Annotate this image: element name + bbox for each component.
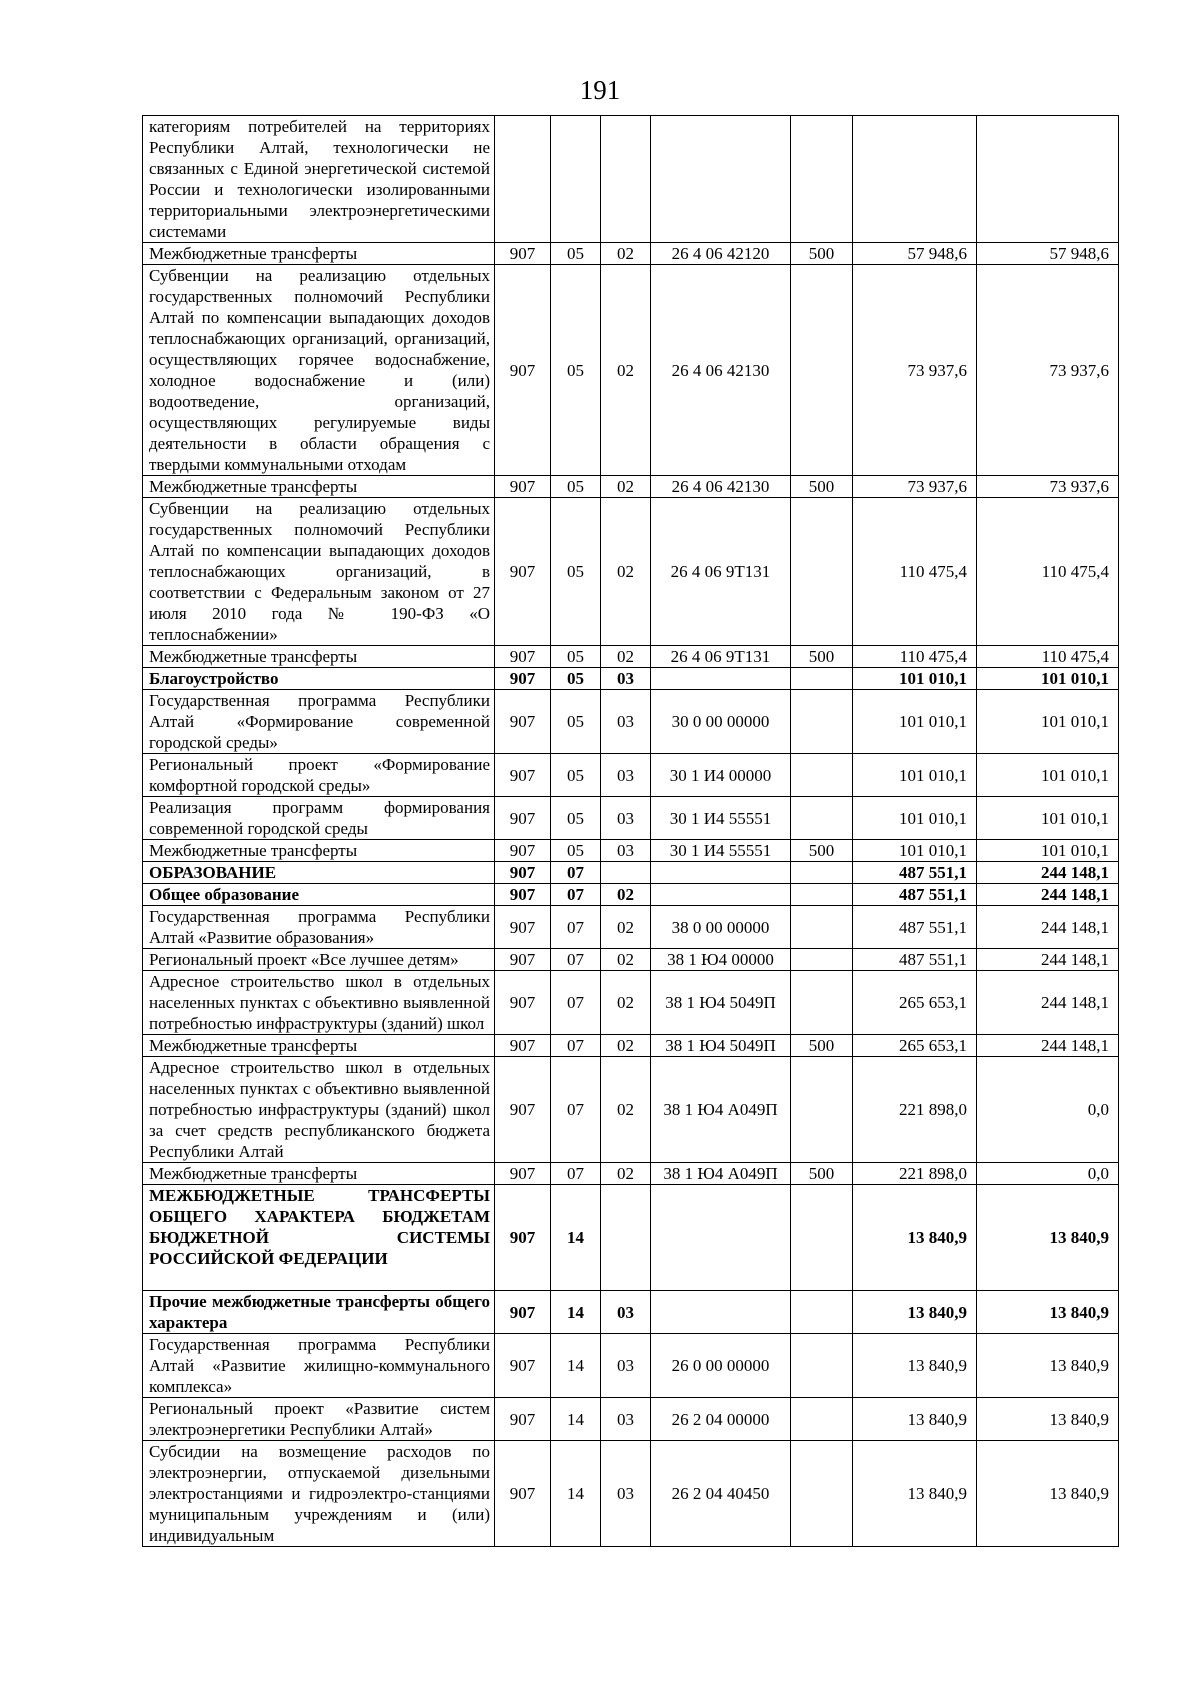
table-row [143,1035,1119,1057]
row-subsection-code: 03 [601,668,651,690]
row-target-code [651,862,791,884]
row-section-code: 14 [551,1441,601,1547]
row-description: Субсидии на возмещение расходов по электроэнергии, отпускаемой дизельными электростанциями и гидроэлектро-станциями муниципальным учреждениям и (или) индивидуальным [143,1441,495,1547]
row-section-code: 05 [551,690,601,754]
row-expense-type [791,862,853,884]
row-gr-code: 907 [495,646,551,668]
row-sum-year-1: 101 010,1 [853,797,977,840]
row-expense-type [791,116,853,243]
table-row [143,754,1119,797]
row-sum-year-2 [977,116,1119,243]
row-sum-year-2: 13 840,9 [977,1398,1119,1441]
row-description: Благоустройство [143,668,495,690]
row-subsection-code [601,1185,651,1291]
row-target-code: 26 4 06 42130 [651,476,791,498]
table-row [143,1334,1119,1398]
table-row [143,884,1119,906]
row-expense-type: 500 [791,840,853,862]
row-subsection-code: 02 [601,498,651,646]
row-sum-year-1: 73 937,6 [853,265,977,476]
row-description: Межбюджетные трансферты [143,476,495,498]
row-sum-year-2: 13 840,9 [977,1291,1119,1334]
table-row [143,265,1119,476]
row-sum-year-1: 110 475,4 [853,646,977,668]
row-section-code: 14 [551,1185,601,1291]
row-section-code: 14 [551,1291,601,1334]
row-description: Межбюджетные трансферты [143,840,495,862]
row-expense-type [791,1334,853,1398]
row-target-code: 26 2 04 40450 [651,1441,791,1547]
row-subsection-code [601,862,651,884]
row-sum-year-2: 73 937,6 [977,476,1119,498]
row-sum-year-1: 13 840,9 [853,1398,977,1441]
row-subsection-code: 03 [601,1441,651,1547]
row-description: Государственная программа Республики Алтай «Развитие жилищно-коммунального комплекса» [143,1334,495,1398]
row-description: Адресное строительство школ в отдельных населенных пунктах с объективно выявленной потребностью инфраструктуры (зданий) школ за счет средств республиканского бюджета Республики Алтай [143,1057,495,1163]
row-target-code: 26 4 06 42130 [651,265,791,476]
row-expense-type [791,498,853,646]
row-subsection-code: 03 [601,1398,651,1441]
row-section-code: 07 [551,1057,601,1163]
row-subsection-code: 02 [601,949,651,971]
row-sum-year-1: 487 551,1 [853,949,977,971]
row-gr-code: 907 [495,884,551,906]
row-expense-type [791,1291,853,1334]
row-subsection-code: 03 [601,754,651,797]
row-description: Региональный проект «Все лучшее детям» [143,949,495,971]
row-sum-year-2: 244 148,1 [977,884,1119,906]
row-target-code [651,1185,791,1291]
table-row [143,949,1119,971]
row-subsection-code: 02 [601,1035,651,1057]
row-description: Прочие межбюджетные трансферты общего характера [143,1291,495,1334]
table-row [143,1185,1119,1291]
row-description: Реализация программ формирования современной городской среды [143,797,495,840]
row-expense-type [791,1398,853,1441]
row-section-code: 07 [551,949,601,971]
table-row [143,116,1119,243]
table-row [143,971,1119,1035]
row-sum-year-1: 221 898,0 [853,1163,977,1185]
row-sum-year-2: 244 148,1 [977,906,1119,949]
row-sum-year-2: 244 148,1 [977,862,1119,884]
row-expense-type [791,265,853,476]
row-gr-code: 907 [495,1441,551,1547]
row-sum-year-1: 101 010,1 [853,668,977,690]
row-subsection-code: 03 [601,690,651,754]
row-section-code: 05 [551,498,601,646]
row-sum-year-1 [853,116,977,243]
row-expense-type [791,754,853,797]
row-gr-code [495,116,551,243]
row-gr-code: 907 [495,1057,551,1163]
row-description: категориям потребителей на территориях Республики Алтай, технологически не связанных с Единой энергетической системой России и технологически изолированными территориальными электроэнергетическими системами [143,116,495,243]
row-section-code: 05 [551,646,601,668]
row-sum-year-1: 221 898,0 [853,1057,977,1163]
row-expense-type [791,1185,853,1291]
row-section-code: 07 [551,971,601,1035]
budget-table [142,115,1119,1547]
row-subsection-code: 02 [601,1057,651,1163]
row-subsection-code: 02 [601,476,651,498]
row-section-code: 05 [551,243,601,265]
row-description: МЕЖБЮДЖЕТНЫЕ ТРАНСФЕРТЫ ОБЩЕГО ХАРАКТЕРА БЮДЖЕТАМ БЮДЖЕТНОЙ СИСТЕМЫ РОССИЙСКОЙ ФЕДЕРАЦИИ [143,1185,495,1291]
row-sum-year-2: 110 475,4 [977,646,1119,668]
row-sum-year-1: 57 948,6 [853,243,977,265]
row-sum-year-2: 13 840,9 [977,1441,1119,1547]
row-sum-year-2: 13 840,9 [977,1334,1119,1398]
page-number: 191 [579,75,621,105]
row-gr-code: 907 [495,840,551,862]
table-row [143,243,1119,265]
row-section-code [551,116,601,243]
row-sum-year-1: 487 551,1 [853,862,977,884]
row-expense-type [791,971,853,1035]
row-expense-type: 500 [791,1163,853,1185]
table-body [143,116,1119,1547]
row-expense-type: 500 [791,646,853,668]
row-target-code: 26 4 06 9Т131 [651,498,791,646]
row-sum-year-1: 101 010,1 [853,690,977,754]
row-gr-code: 907 [495,243,551,265]
row-expense-type [791,690,853,754]
row-sum-year-1: 110 475,4 [853,498,977,646]
row-gr-code: 907 [495,1291,551,1334]
row-gr-code: 907 [495,476,551,498]
row-target-code [651,884,791,906]
row-section-code: 05 [551,797,601,840]
row-sum-year-2: 244 148,1 [977,1035,1119,1057]
row-gr-code: 907 [495,971,551,1035]
row-target-code: 38 1 Ю4 5049П [651,1035,791,1057]
row-sum-year-2: 101 010,1 [977,840,1119,862]
row-section-code: 07 [551,1163,601,1185]
row-description: Региональный проект «Развитие систем электроэнергетики Республики Алтай» [143,1398,495,1441]
row-expense-type: 500 [791,243,853,265]
table-row [143,1163,1119,1185]
row-gr-code: 907 [495,265,551,476]
row-target-code [651,1291,791,1334]
row-gr-code: 907 [495,690,551,754]
row-target-code: 30 1 И4 00000 [651,754,791,797]
row-sum-year-2: 0,0 [977,1057,1119,1163]
row-subsection-code: 02 [601,265,651,476]
row-expense-type [791,668,853,690]
row-sum-year-2: 244 148,1 [977,971,1119,1035]
table-row [143,690,1119,754]
row-sum-year-2: 13 840,9 [977,1185,1119,1291]
row-subsection-code [601,116,651,243]
row-sum-year-1: 101 010,1 [853,754,977,797]
row-sum-year-2: 0,0 [977,1163,1119,1185]
row-section-code: 14 [551,1334,601,1398]
row-subsection-code: 03 [601,797,651,840]
row-target-code: 26 4 06 9Т131 [651,646,791,668]
row-section-code: 05 [551,476,601,498]
row-description: Межбюджетные трансферты [143,1163,495,1185]
row-subsection-code: 02 [601,243,651,265]
row-section-code: 07 [551,906,601,949]
row-section-code: 07 [551,884,601,906]
row-section-code: 05 [551,754,601,797]
row-target-code: 26 2 04 00000 [651,1398,791,1441]
row-gr-code: 907 [495,1185,551,1291]
table-row [143,862,1119,884]
row-subsection-code: 02 [601,646,651,668]
row-expense-type [791,797,853,840]
table-row [143,1398,1119,1441]
row-section-code: 14 [551,1398,601,1441]
row-section-code: 05 [551,265,601,476]
row-expense-type [791,906,853,949]
row-description: Адресное строительство школ в отдельных населенных пунктах с объективно выявленной потребностью инфраструктуры (зданий) школ [143,971,495,1035]
row-sum-year-2: 101 010,1 [977,797,1119,840]
row-expense-type: 500 [791,1035,853,1057]
row-subsection-code: 02 [601,1163,651,1185]
row-gr-code: 907 [495,668,551,690]
row-gr-code: 907 [495,1398,551,1441]
row-description: Государственная программа Республики Алтай «Формирование современной городской среды» [143,690,495,754]
row-gr-code: 907 [495,797,551,840]
row-sum-year-1: 487 551,1 [853,884,977,906]
row-gr-code: 907 [495,906,551,949]
row-target-code: 38 1 Ю4 А049П [651,1057,791,1163]
row-section-code: 05 [551,668,601,690]
row-description: Межбюджетные трансферты [143,243,495,265]
row-target-code: 26 4 06 42120 [651,243,791,265]
row-target-code: 30 1 И4 55551 [651,797,791,840]
row-gr-code: 907 [495,949,551,971]
row-description: Субвенции на реализацию отдельных государственных полномочий Республики Алтай по компенсации выпадающих доходов теплоснабжающих организаций, организаций, осуществляющих горячее водоснабжение, холодное водоснабжение и (или) водоотведение, организаций, осуществляющих регулируемые виды деятельности в области обращения с твердыми коммунальными отходам [143,265,495,476]
row-expense-type [791,884,853,906]
row-sum-year-1: 13 840,9 [853,1185,977,1291]
row-subsection-code: 02 [601,971,651,1035]
row-description: Региональный проект «Формирование комфортной городской среды» [143,754,495,797]
table-row [143,840,1119,862]
row-expense-type [791,949,853,971]
row-subsection-code: 03 [601,1334,651,1398]
row-description: Межбюджетные трансферты [143,646,495,668]
row-gr-code: 907 [495,754,551,797]
row-target-code [651,116,791,243]
table-row [143,1441,1119,1547]
table-row [143,498,1119,646]
row-sum-year-2: 57 948,6 [977,243,1119,265]
table-row [143,906,1119,949]
row-target-code: 30 1 И4 55551 [651,840,791,862]
row-description: Государственная программа Республики Алтай «Развитие образования» [143,906,495,949]
row-gr-code: 907 [495,498,551,646]
row-gr-code: 907 [495,1334,551,1398]
row-subsection-code: 02 [601,906,651,949]
row-gr-code: 907 [495,1163,551,1185]
row-subsection-code: 02 [601,884,651,906]
table-row [143,646,1119,668]
row-sum-year-1: 13 840,9 [853,1291,977,1334]
row-sum-year-1: 73 937,6 [853,476,977,498]
row-subsection-code: 03 [601,1291,651,1334]
row-expense-type: 500 [791,476,853,498]
row-sum-year-1: 487 551,1 [853,906,977,949]
row-sum-year-1: 13 840,9 [853,1441,977,1547]
row-sum-year-1: 101 010,1 [853,840,977,862]
row-target-code: 26 0 00 00000 [651,1334,791,1398]
row-gr-code: 907 [495,1035,551,1057]
row-sum-year-2: 73 937,6 [977,265,1119,476]
row-target-code [651,668,791,690]
row-sum-year-1: 265 653,1 [853,1035,977,1057]
row-target-code: 38 1 Ю4 5049П [651,971,791,1035]
row-description: Субвенции на реализацию отдельных государственных полномочий Республики Алтай по компенсации выпадающих доходов теплоснабжающих организаций, в соответствии с Федеральным законом от 27 июля 2010 года № 190-ФЗ «О теплоснабжении» [143,498,495,646]
row-sum-year-2: 101 010,1 [977,754,1119,797]
table-row [143,476,1119,498]
row-target-code: 30 0 00 00000 [651,690,791,754]
row-sum-year-1: 13 840,9 [853,1334,977,1398]
row-section-code: 07 [551,1035,601,1057]
row-sum-year-2: 101 010,1 [977,668,1119,690]
row-section-code: 07 [551,862,601,884]
row-sum-year-1: 265 653,1 [853,971,977,1035]
row-expense-type [791,1057,853,1163]
row-sum-year-2: 110 475,4 [977,498,1119,646]
table-row [143,797,1119,840]
row-description: ОБРАЗОВАНИЕ [143,862,495,884]
row-description: Межбюджетные трансферты [143,1035,495,1057]
row-description: Общее образование [143,884,495,906]
row-target-code: 38 1 Ю4 А049П [651,1163,791,1185]
row-gr-code: 907 [495,862,551,884]
row-target-code: 38 1 Ю4 00000 [651,949,791,971]
table-row [143,1057,1119,1163]
table-row [143,668,1119,690]
table-row [143,1291,1119,1334]
row-expense-type [791,1441,853,1547]
row-subsection-code: 03 [601,840,651,862]
row-sum-year-2: 244 148,1 [977,949,1119,971]
row-section-code: 05 [551,840,601,862]
row-target-code: 38 0 00 00000 [651,906,791,949]
row-sum-year-2: 101 010,1 [977,690,1119,754]
